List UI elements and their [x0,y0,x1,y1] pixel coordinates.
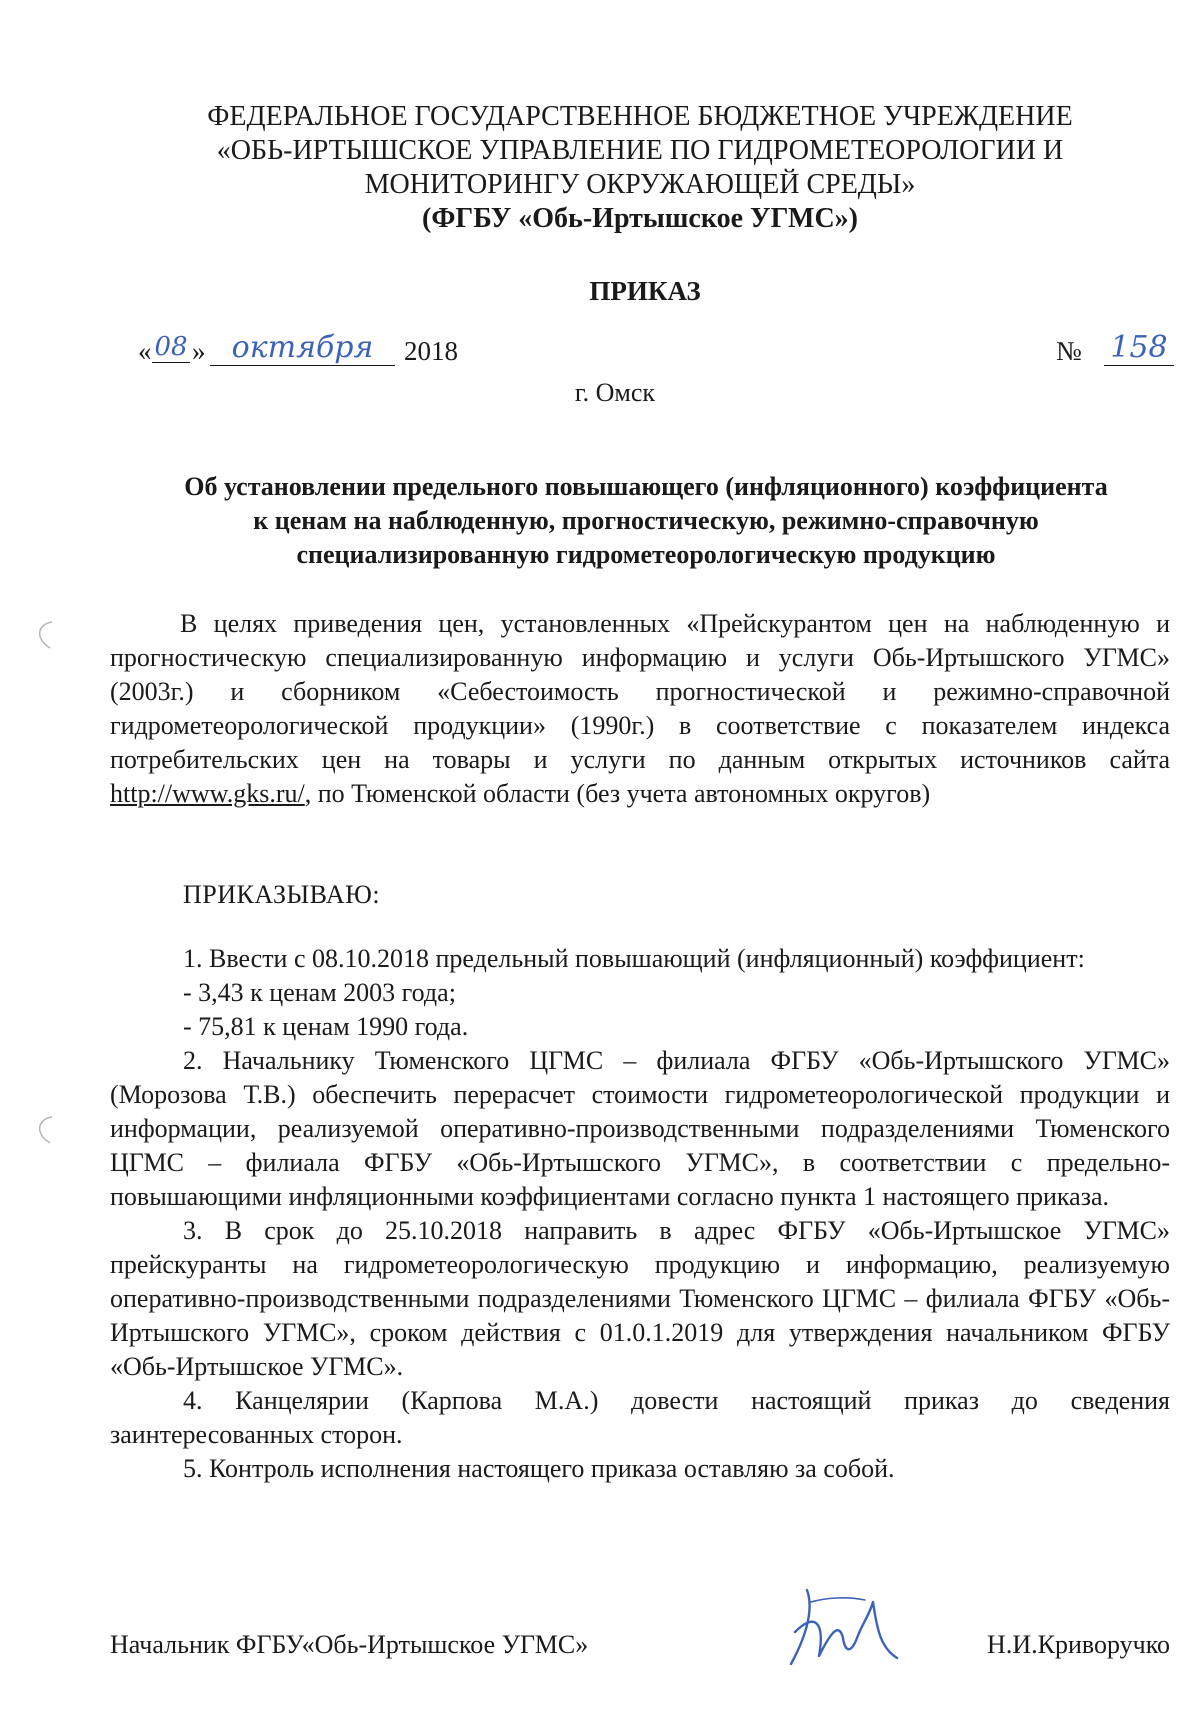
organization-header [110,100,1170,236]
date-month: октября [210,330,395,366]
date-close-quote: » [192,336,206,366]
preamble-text-end: , по Тюменской области (без учета автономных округов) [304,779,931,808]
order-item-1: 1. Ввести с 08.10.2018 предельный повышающий (инфляционный) коэффициент: [183,944,1085,973]
date-day: 08 [152,332,190,363]
punch-hole-mark [32,1115,58,1145]
order-item-3: 3. В срок до 25.10.2018 направить в адрес ФГБУ «Обь-Иртышское УГМС» прейскуранты на гидрометеорологическую продукцию и информацию, реализуемую оперативно-производственными подразделениями Тюменского ЦГМС – филиала ФГБУ «Обь-Иртышского УГМС», сроком действия с 01.0.1.2019 для утверждения начальником ФГБУ «Обь-Иртышское УГМС». [110,1216,1170,1381]
preamble-paragraph [110,607,1170,811]
source-link[interactable]: http://www.gks.ru/ [110,779,305,808]
order-item-1-sub: - 3,43 к ценам 2003 года; [183,978,456,1007]
header-line: ФЕДЕРАЛЬНОЕ ГОСУДАРСТВЕННОЕ БЮДЖЕТНОЕ УЧРЕЖДЕНИЕ [207,101,1073,132]
signatory-name: Н.И.Криворучко [987,1630,1170,1659]
date-open-quote: « [138,336,152,366]
order-item-2: 2. Начальнику Тюменского ЦГМС – филиала ФГБУ «Обь-Иртышского УГМС» (Морозова Т.В.) обеспечить перерасчет стоимости гидрометеорологической продукции и информации, реализуемой оперативно-производственными подразделениями Тюменского ЦГМС – филиала ФГБУ «Обь-Иртышского УГМС», в соответствии с предельно-повышающими инфляционными коэффициентами согласно пункта 1 настоящего приказа. [110,1046,1170,1211]
punch-hole-mark [32,620,58,650]
number-label: № [1056,336,1082,366]
orders-heading: ПРИКАЗЫВАЮ: [183,880,381,909]
date-number-row [138,330,1168,376]
order-item-1-sub: - 75,81 к ценам 1990 года. [183,1012,469,1041]
date-year: 2018 [404,336,458,366]
subject-line: к ценам на наблюденную, прогностическую, режимно-справочную [253,506,1039,535]
preamble-text: В целях приведения цен, установленных «Прейскурантом цен на наблюденную и прогностическую специализированную информацию и услуги Обь-Иртышского УГМС» (2003г.) и сборником «Себестоимость прогностической и режимно-справочной гидрометеорологической продукции» (1990г.) в соответствие с показателем индекса потребительских цен на товары и услуги по данным открытых источников сайта [110,609,1170,774]
signatory-position: Начальник ФГБУ«Обь-Иртышское УГМС» [110,1630,589,1659]
order-number: 158 [1104,330,1174,366]
city: г. Омск [574,378,656,407]
subject-line: Об установлении предельного повышающего (инфляционного) коэффициента [184,472,1108,501]
signature-block [110,1630,1170,1680]
document-title: ПРИКАЗ [589,276,701,306]
header-line: «ОБЬ-ИРТЫШСКОЕ УПРАВЛЕНИЕ ПО ГИДРОМЕТЕОРОЛОГИИ И [216,135,1064,166]
order-item-5: 5. Контроль исполнения настоящего приказа оставляю за собой. [183,1454,895,1483]
order-item-4: 4. Канцелярии (Карпова М.А.) довести настоящий приказ до сведения заинтересованных сторон. [110,1386,1170,1449]
order-subject [110,470,1182,572]
subject-line: специализированную гидрометеорологическую продукцию [296,540,996,569]
organization-short-name: (ФГБУ «Обь-Иртышское УГМС») [422,203,858,234]
header-line: МОНИТОРИНГУ ОКРУЖАЮЩЕЙ СРЕДЫ» [364,169,916,200]
order-items [110,942,1170,1486]
